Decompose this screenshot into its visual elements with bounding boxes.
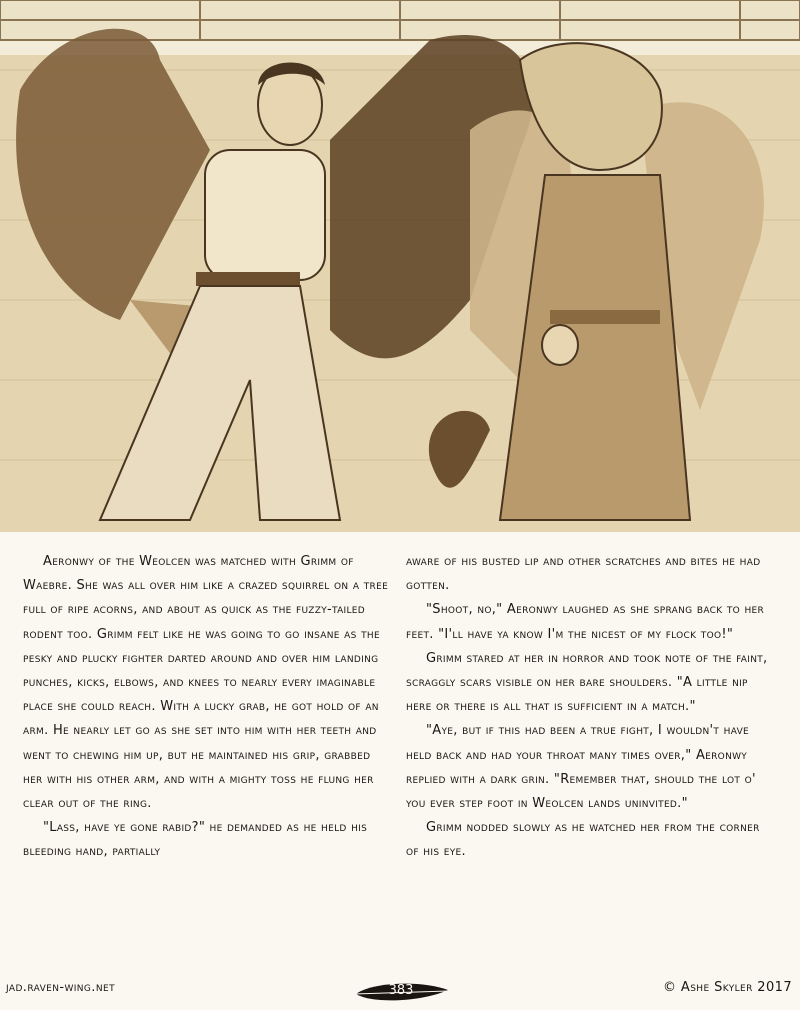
story-column-left — [23, 550, 393, 865]
story-paragraph: aware of his busted lip and other scratches and bites he had gotten. — [406, 554, 761, 594]
story-paragraph: "Aye, but if this had been a true fight, I wouldn't have held back and had your throat many times over," Aeronwy replied with a dark grin. "Remember that, should the lot o' you ever step foot in Weolcen lands uninvited." — [406, 723, 756, 812]
story-paragraph: "Shoot, no," Aeronwy laughed as she sprang back to her feet. "I'll have ya know I'm the nicest of my flock too!" — [406, 602, 765, 642]
story-paragraph: Grimm nodded slowly as he watched her from the corner of his eye. — [406, 820, 760, 860]
page-number: 383 — [388, 983, 414, 998]
footer-copyright: © Ashe Skyler 2017 — [662, 980, 792, 995]
story-paragraph: Grimm stared at her in horror and took note of the faint, scraggly scars visible on her bare shoulders. "A little nip here or there is all that is sufficient in a match." — [406, 650, 768, 715]
story-paragraph: Aeronwy of the Weolcen was matched with Grimm of Waebre. She was all over him like a crazed squirrel on a tree full of ripe acorns, and about as quick as the fuzzy-tailed rodent too. Grimm felt like he was going to go insane as the pesky and plucky fighter darted around and over him landing punches, kicks, elbows, and knees to nearly every imaginable place she could reach. With a lucky grab, he got hold of an arm. He nearly let go as she set into him with her teeth and went to chewing him up, but he maintained his grip, grabbed her with his other arm, and with a mighty toss he flung her clear out of the ring. — [23, 554, 389, 812]
story-column-right — [406, 550, 776, 865]
footer-site-url: jad.raven-wing.net — [6, 980, 115, 995]
story-paragraph: "Lass, have ye gone rabid?" he demanded as he held his bleeding hand, partially — [23, 820, 368, 860]
